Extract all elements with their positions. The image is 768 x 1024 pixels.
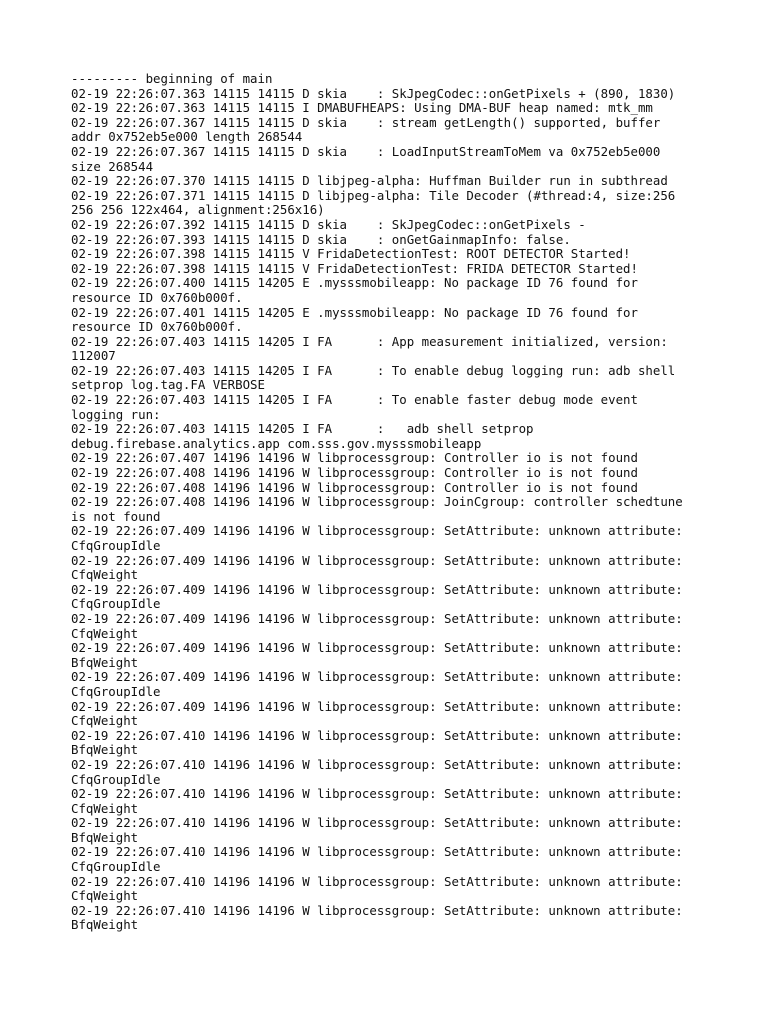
log-line: 02-19 22:26:07.409 14196 14196 W libprocessgroup: SetAttribute: unknown attribute: <box>71 669 683 685</box>
log-line: CfqGroupIdle <box>71 596 161 612</box>
log-line: CfqWeight <box>71 567 139 583</box>
log-line: 02-19 22:26:07.409 14196 14196 W libprocessgroup: SetAttribute: unknown attribute: <box>71 552 683 568</box>
log-line: 02-19 22:26:07.410 14196 14196 W libprocessgroup: SetAttribute: unknown attribute: <box>71 902 683 918</box>
log-line: 02-19 22:26:07.370 14115 14115 D libjpeg-alpha: Huffman Builder run in subthread <box>71 173 668 189</box>
log-line: BfqWeight <box>71 917 139 933</box>
log-line: 02-19 22:26:07.409 14196 14196 W libprocessgroup: SetAttribute: unknown attribute: <box>71 610 683 626</box>
log-line: 02-19 22:26:07.367 14115 14115 D skia : LoadInputStreamToMem va 0x752eb5e000 <box>71 143 661 159</box>
log-line: CfqGroupIdle <box>71 771 161 787</box>
log-line: 02-19 22:26:07.410 14196 14196 W libprocessgroup: SetAttribute: unknown attribute: <box>71 756 683 772</box>
log-line: resource ID 0x760b000f. <box>71 289 243 305</box>
log-line: logging run: <box>71 406 161 422</box>
log-line: 02-19 22:26:07.398 14115 14115 V FridaDetectionTest: ROOT DETECTOR Started! <box>71 246 631 262</box>
logcat-text <box>71 72 711 933</box>
log-line: 02-19 22:26:07.371 14115 14115 D libjpeg-alpha: Tile Decoder (#thread:4, size:256 <box>71 187 676 203</box>
log-line: 02-19 22:26:07.393 14115 14115 D skia : onGetGainmapInfo: false. <box>71 231 571 247</box>
log-line: CfqWeight <box>71 625 139 641</box>
log-line: 02-19 22:26:07.403 14115 14205 I FA : To enable debug logging run: adb shell <box>71 362 676 378</box>
log-line: 02-19 22:26:07.409 14196 14196 W libprocessgroup: SetAttribute: unknown attribute: <box>71 581 683 597</box>
log-line: debug.firebase.analytics.app com.sss.gov.mysssmobileapp <box>71 435 482 451</box>
log-line: addr 0x752eb5e000 length 268544 <box>71 129 303 145</box>
log-line: 02-19 22:26:07.409 14196 14196 W libprocessgroup: SetAttribute: unknown attribute: <box>71 698 683 714</box>
log-line: CfqWeight <box>71 888 139 904</box>
log-line: BfqWeight <box>71 742 139 758</box>
log-line: 02-19 22:26:07.363 14115 14115 I DMABUFHEAPS: Using DMA-BUF heap named: mtk_mm <box>71 100 653 116</box>
log-line: 256 256 122x464, alignment:256x16) <box>71 202 325 218</box>
log-line: 02-19 22:26:07.403 14115 14205 I FA : App measurement initialized, version: <box>71 333 668 349</box>
log-line: 02-19 22:26:07.408 14196 14196 W libprocessgroup: Controller io is not found <box>71 479 638 495</box>
log-line: 02-19 22:26:07.400 14115 14205 E .mysssmobileapp: No package ID 76 found for <box>71 275 638 291</box>
log-line: 02-19 22:26:07.410 14196 14196 W libprocessgroup: SetAttribute: unknown attribute: <box>71 786 683 802</box>
log-line: CfqGroupIdle <box>71 683 161 699</box>
log-line: 02-19 22:26:07.367 14115 14115 D skia : stream getLength() supported, buffer <box>71 114 661 130</box>
log-line: BfqWeight <box>71 829 139 845</box>
log-line: CfqWeight <box>71 713 139 729</box>
log-line: setprop log.tag.FA VERBOSE <box>71 377 265 393</box>
log-line: 02-19 22:26:07.410 14196 14196 W libprocessgroup: SetAttribute: unknown attribute: <box>71 844 683 860</box>
log-line: 02-19 22:26:07.410 14196 14196 W libprocessgroup: SetAttribute: unknown attribute: <box>71 873 683 889</box>
log-line: --------- beginning of main <box>71 71 273 86</box>
log-line: 02-19 22:26:07.409 14196 14196 W libprocessgroup: SetAttribute: unknown attribute: <box>71 640 683 656</box>
log-line: 02-19 22:26:07.403 14115 14205 I FA : adb shell setprop <box>71 421 534 437</box>
log-line: size 268544 <box>71 158 154 174</box>
log-line: CfqGroupIdle <box>71 538 161 553</box>
log-line: BfqWeight <box>71 654 139 670</box>
log-line: 02-19 22:26:07.408 14196 14196 W libprocessgroup: Controller io is not found <box>71 465 638 481</box>
log-line: CfqWeight <box>71 800 139 816</box>
log-line: 02-19 22:26:07.398 14115 14115 V FridaDetectionTest: FRIDA DETECTOR Started! <box>71 260 638 276</box>
log-line: 02-19 22:26:07.410 14196 14196 W libprocessgroup: SetAttribute: unknown attribute: <box>71 727 683 743</box>
log-line: 02-19 22:26:07.392 14115 14115 D skia : SkJpegCodec::onGetPixels - <box>71 216 586 232</box>
log-line: 112007 <box>71 348 116 364</box>
log-line: is not found <box>71 508 161 524</box>
log-line: 02-19 22:26:07.410 14196 14196 W libprocessgroup: SetAttribute: unknown attribute: <box>71 815 683 831</box>
log-line: 02-19 22:26:07.363 14115 14115 D skia : SkJpegCodec::onGetPixels + (890, 1830) <box>71 85 676 101</box>
log-line: 02-19 22:26:07.408 14196 14196 W libprocessgroup: JoinCgroup: controller schedtune <box>71 494 683 510</box>
log-line: 02-19 22:26:07.401 14115 14205 E .mysssmobileapp: No package ID 76 found for <box>71 304 638 320</box>
log-line: 02-19 22:26:07.407 14196 14196 W libprocessgroup: Controller io is not found <box>71 450 638 466</box>
log-line: CfqGroupIdle <box>71 859 161 875</box>
log-line: 02-19 22:26:07.409 14196 14196 W libprocessgroup: SetAttribute: unknown attribute: <box>71 523 683 539</box>
log-line: 02-19 22:26:07.403 14115 14205 I FA : To enable faster debug mode event <box>71 392 638 408</box>
log-line: resource ID 0x760b000f. <box>71 319 243 335</box>
